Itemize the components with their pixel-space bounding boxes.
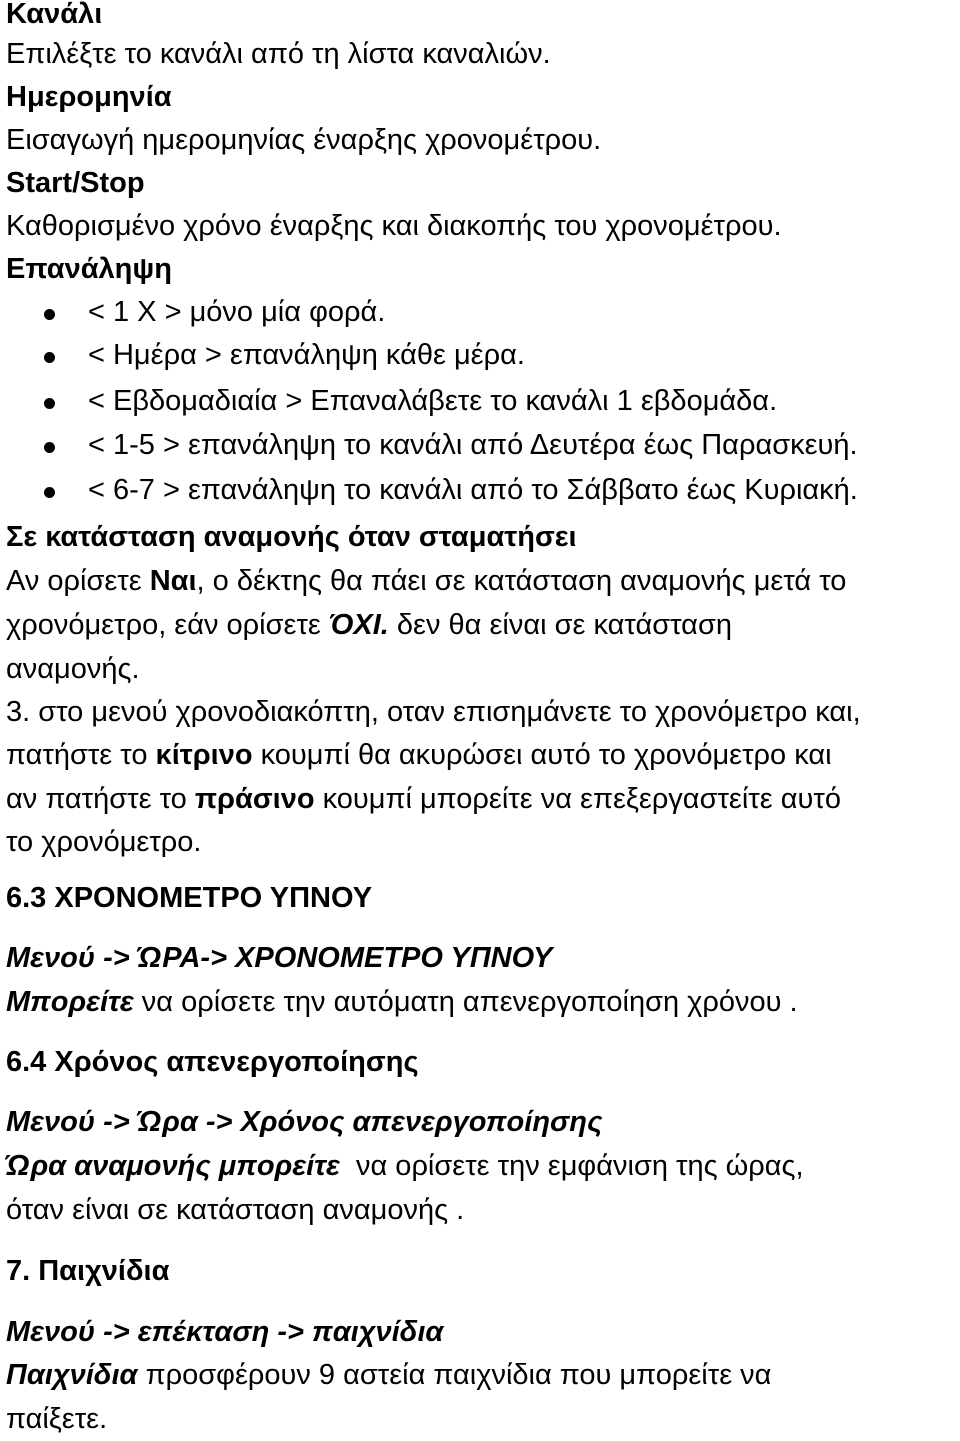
power-off-menu-path: Μενού -> Ώρα -> Χρόνος απενεργοποίησης [6, 1106, 603, 1138]
games-menu-path: Μενού -> επέκταση -> παιχνίδια [6, 1316, 444, 1348]
power-off-line-1: Ώρα αναμονής μπορείτε να ορίσετε την εμφάνιση της ώρας, [6, 1150, 804, 1182]
games-line-1: Παιχνίδια προσφέρουν 9 αστεία παιχνίδια που μπορείτε να [6, 1359, 772, 1391]
timer-menu-line-2: πατήστε το κίτρινο κουμπί θα ακυρώσει αυτό το χρονόμετρο και [6, 739, 832, 771]
bullet-icon [44, 309, 55, 320]
heading-games: 7. Παιχνίδια [6, 1255, 170, 1287]
start-stop-description: Καθορισμένο χρόνο έναρξης και διακοπής του χρονομέτρου. [6, 210, 782, 242]
heading-repeat: Επανάληψη [6, 253, 172, 285]
heading-sleep-timer: 6.3 ΧΡΟΝΟΜΕΤΡΟ ΥΠΝΟΥ [6, 882, 373, 914]
bullet-icon [44, 487, 55, 498]
heading-date: Ημερομηνία [6, 81, 172, 113]
sleep-timer-description: Μπορείτε να ορίσετε την αυτόματη απενεργοποίηση χρόνου . [6, 986, 798, 1018]
channel-description: Επιλέξτε το κανάλι από τη λίστα καναλιών. [6, 38, 551, 70]
bullet-icon [44, 352, 55, 363]
repeat-item: < Ημέρα > επανάληψη κάθε μέρα. [88, 339, 525, 371]
heading-channel: Κανάλι [6, 0, 103, 30]
standby-line-1: Αν ορίσετε Ναι, ο δέκτης θα πάει σε κατάσταση αναμονής μετά το [6, 565, 847, 597]
standby-line-3: αναμονής. [6, 653, 140, 685]
timer-menu-line-4: το χρονόμετρο. [6, 826, 202, 858]
date-description: Εισαγωγή ημερομηνίας έναρξης χρονομέτρου. [6, 124, 602, 156]
bullet-icon [44, 398, 55, 409]
games-line-2: παίξετε. [6, 1403, 108, 1435]
repeat-item: < 6-7 > επανάληψη το κανάλι από το Σάββατο έως Κυριακή. [88, 474, 858, 506]
power-off-line-2: όταν είναι σε κατάσταση αναμονής . [6, 1194, 465, 1226]
heading-start-stop: Start/Stop [6, 167, 145, 199]
repeat-item: < 1 X > μόνο μία φορά. [88, 296, 386, 328]
repeat-item: < 1-5 > επανάληψη το κανάλι από Δευτέρα έως Παρασκευή. [88, 429, 858, 461]
heading-power-off-time: 6.4 Χρόνος απενεργοποίησης [6, 1046, 419, 1078]
bullet-icon [44, 442, 55, 453]
timer-menu-line-1: 3. στο μενού χρονοδιακόπτη, οταν επισημάνετε το χρονόμετρο και, [6, 696, 861, 728]
heading-standby-on-stop: Σε κατάσταση αναμονής όταν σταματήσει [6, 521, 577, 553]
standby-line-2: χρονόμετρο, εάν ορίσετε ΌΧΙ. δεν θα είναι σε κατάσταση [6, 609, 732, 641]
repeat-item: < Εβδομαδιαία > Επαναλάβετε το κανάλι 1 εβδομάδα. [88, 385, 778, 417]
sleep-timer-menu-path: Μενού -> ΏΡΑ-> ΧΡΟΝΟΜΕΤΡΟ ΥΠΝΟΥ [6, 942, 553, 974]
timer-menu-line-3: αν πατήστε το πράσινο κουμπί μπορείτε να επεξεργαστείτε αυτό [6, 783, 841, 815]
